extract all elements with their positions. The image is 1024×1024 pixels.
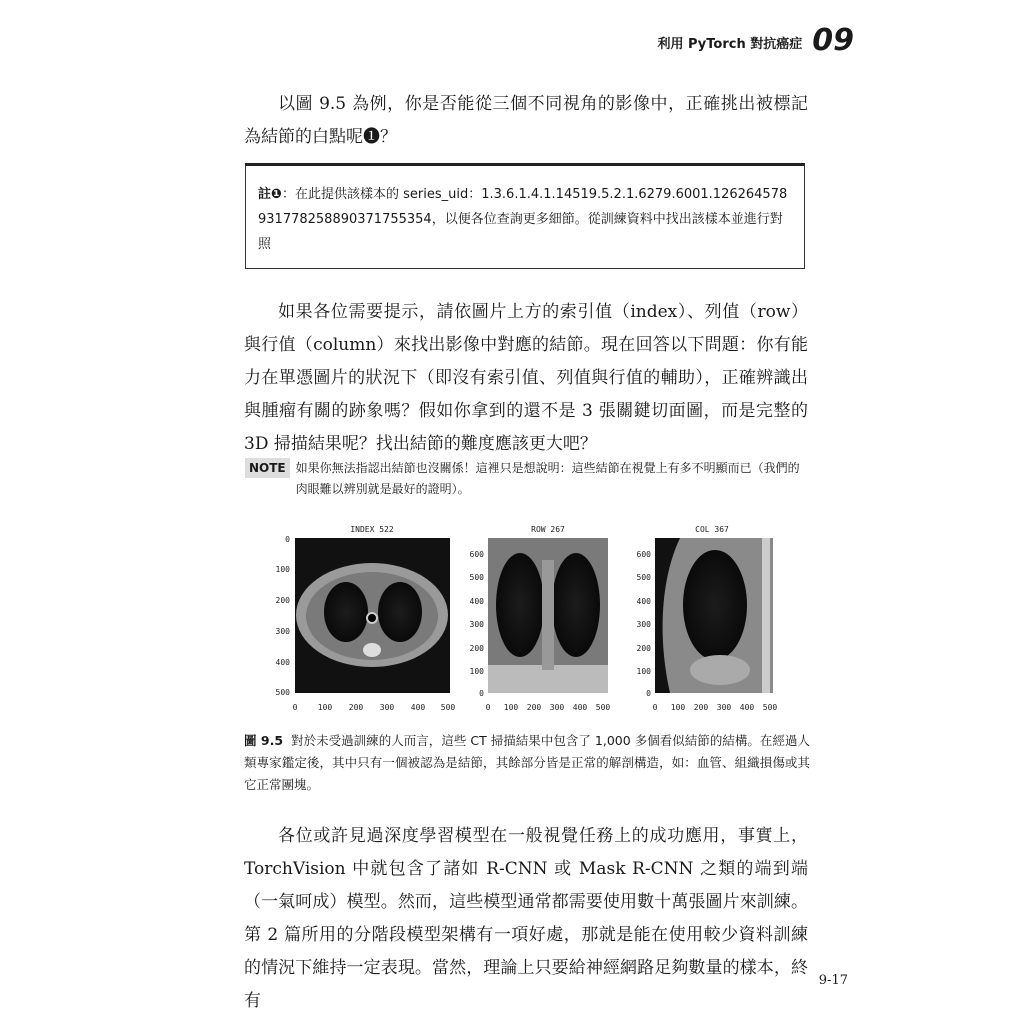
x-ticks bbox=[653, 703, 778, 712]
lung-left bbox=[324, 582, 368, 642]
paragraph-hint: 如果各位需要提示，請依圖片上方的索引值（index）、列值（row）與行值（column）來找出影像中對應的結節。現在回答以下問題：你有能力在單憑圖片的狀況下（即沒有索引值、列值與行值的輔助），正確辨識出與腫瘤有關的跡象嗎？假如你拿到的還不是 3 張關鍵切面圖，而是完整的 3D 掃描結果呢？找出結節的難度應該更大吧？ bbox=[244, 302, 808, 454]
axis-tick-label: 500 bbox=[440, 703, 456, 712]
page-number: 9-17 bbox=[818, 973, 848, 988]
y-ticks bbox=[470, 550, 485, 698]
axis-tick-label: 500 bbox=[595, 703, 611, 712]
axis-tick-label: 100 bbox=[636, 667, 651, 676]
panel-title: COL 367 bbox=[695, 525, 729, 534]
lung-sagittal bbox=[683, 550, 747, 660]
chapter-number: 09 bbox=[812, 23, 854, 58]
panel-row bbox=[470, 525, 611, 712]
axis-tick-label: 100 bbox=[670, 703, 686, 712]
footnote-label: 註❶ bbox=[258, 187, 283, 202]
panel-col bbox=[637, 525, 778, 712]
axis-tick-label: 0 bbox=[646, 689, 651, 698]
axis-tick-label: 100 bbox=[317, 703, 333, 712]
caption-text: 對於未受過訓練的人而言，這些 CT 掃描結果中包含了 1,000 多個看似結節的結構。在經過人類專家鑑定後，其中只有一個被認為是結節，其餘部分皆是正常的解剖構造，如：血管、組織損傷或其它正常團塊。 bbox=[244, 733, 810, 792]
panel-title: INDEX 522 bbox=[350, 525, 394, 534]
axis-tick-label: 300 bbox=[636, 620, 651, 629]
axis-tick-label: 300 bbox=[549, 703, 565, 712]
axis-tick-label: 100 bbox=[275, 565, 290, 574]
axis-tick-label: 0 bbox=[479, 689, 484, 698]
axis-tick-label: 100 bbox=[503, 703, 519, 712]
axis-tick-label: 300 bbox=[379, 703, 395, 712]
axis-tick-label: 0 bbox=[485, 703, 491, 712]
axis-tick-label: 0 bbox=[285, 535, 290, 544]
axis-tick-label: 400 bbox=[410, 703, 426, 712]
lung-right bbox=[378, 582, 422, 642]
axis-tick-label: 200 bbox=[469, 644, 484, 653]
spine bbox=[363, 643, 381, 657]
footnote-text bbox=[258, 182, 793, 257]
footnote-body: ：在此提供該樣本的 series_uid：1.3.6.1.4.1.14519.5.2.1.6279.6001.126264578931778258890371755354，以便各位查詢更多細節。從訓練資料中找出該樣本並進行對照 bbox=[258, 187, 788, 252]
note-text: 如果你無法指認出結節也沒關係！這裡只是想說明：這些結節在視覺上有多不明顯而已（我們的肉眼難以辨別就是最好的證明）。 bbox=[295, 461, 800, 496]
y-ticks bbox=[637, 550, 652, 698]
header-title: 利用 PyTorch 對抗癌症 bbox=[657, 37, 803, 52]
running-header bbox=[657, 23, 855, 58]
axis-tick-label: 200 bbox=[693, 703, 709, 712]
paragraph-models: 各位或許見過深度學習模型在一般視覺任務上的成功應用，事實上，TorchVision 中就包含了諸如 R-CNN 或 Mask R-CNN 之類的端到端（一氣呵成）模型。然而，這些模型通常都需要使用數十萬張圖片來訓練。第 2 篇所用的分階段模型架構有一項好處，那就是能在使用較少資料訓練的情況下維持一定表現。當然，理論上只要給神經網路足夠數量的樣本，終有 bbox=[244, 826, 808, 1011]
panel-title: ROW 267 bbox=[531, 525, 565, 534]
axis-tick-label: 400 bbox=[275, 658, 290, 667]
axis-tick-label: 0 bbox=[292, 703, 298, 712]
panel-index bbox=[276, 525, 456, 712]
lung-left bbox=[496, 553, 544, 657]
axis-tick-label: 400 bbox=[739, 703, 755, 712]
axis-tick-label: 500 bbox=[275, 688, 290, 697]
x-ticks bbox=[293, 703, 456, 712]
paragraph-intro: 以圖 9.5 為例，你是否能從三個不同視角的影像中，正確挑出被標記為結節的白點呢❶？ bbox=[244, 94, 808, 147]
axis-tick-label: 400 bbox=[572, 703, 588, 712]
axis-tick-label: 600 bbox=[636, 550, 651, 559]
axis-tick-label: 400 bbox=[469, 597, 484, 606]
footnote-box bbox=[245, 163, 805, 269]
axis-tick-label: 200 bbox=[636, 644, 651, 653]
note-tag: NOTE bbox=[245, 458, 290, 478]
axis-tick-label: 200 bbox=[526, 703, 542, 712]
axis-tick-label: 100 bbox=[469, 667, 484, 676]
figure-caption bbox=[244, 730, 810, 796]
axis-tick-label: 500 bbox=[636, 573, 651, 582]
x-ticks bbox=[486, 703, 611, 712]
note-callout bbox=[245, 458, 811, 500]
axis-tick-label: 600 bbox=[469, 550, 484, 559]
axis-tick-label: 200 bbox=[275, 596, 290, 605]
ct-figure bbox=[250, 520, 790, 720]
axis-tick-label: 300 bbox=[716, 703, 732, 712]
trachea bbox=[367, 613, 377, 623]
caption-label: 圖 9.5 bbox=[244, 733, 284, 748]
axis-tick-label: 300 bbox=[469, 620, 484, 629]
axis-tick-label: 300 bbox=[275, 627, 290, 636]
y-ticks bbox=[276, 535, 291, 697]
lung-right bbox=[552, 553, 600, 657]
axis-tick-label: 200 bbox=[348, 703, 364, 712]
axis-tick-label: 500 bbox=[469, 573, 484, 582]
axis-tick-label: 400 bbox=[636, 597, 651, 606]
axis-tick-label: 500 bbox=[762, 703, 778, 712]
axis-tick-label: 0 bbox=[652, 703, 658, 712]
